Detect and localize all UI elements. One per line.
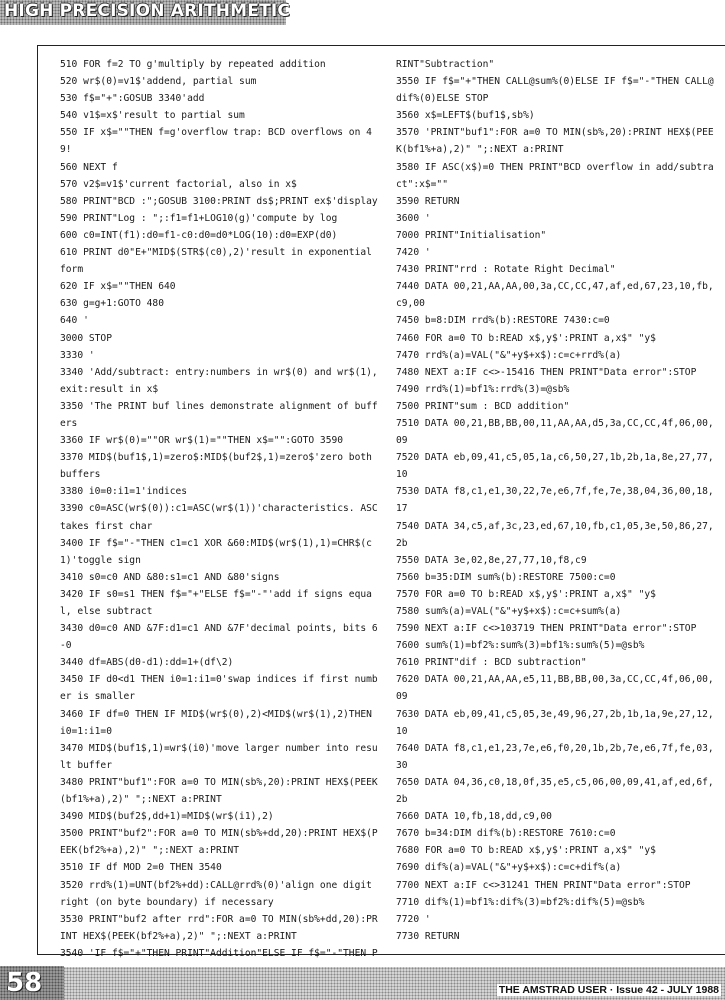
listing-column-right	[396, 56, 718, 945]
code-line: 7650 DATA 04,36,c0,18,0f,35,e5,c5,06,00,09,41,af,ed,6f,2b	[396, 776, 714, 806]
code-line: 3330 '	[60, 349, 95, 361]
code-line: 530 f$="+":GOSUB 3340'add	[60, 93, 205, 105]
code-line: 7630 DATA eb,09,41,c5,05,3e,49,96,27,2b,1b,1a,9e,27,12,10	[396, 708, 714, 737]
code-line: 7540 DATA 34,c5,af,3c,23,ed,67,10,fb,c1,05,3e,50,86,27,2b	[396, 520, 714, 549]
code-line: 3580 IF ASC(x$)=0 THEN PRINT"BCD overflow in add/subtract":x$=""	[396, 161, 714, 190]
code-line: 7450 b=8:DIM rrd%(b):RESTORE 7430:c=0	[396, 315, 610, 327]
code-line: 3390 c0=ASC(wr$(0)):c1=ASC(wr$(1))'characteristics. ASC takes first char	[60, 503, 384, 532]
code-line: 7000 PRINT"Initialisation"	[396, 229, 547, 241]
listing-column-left	[60, 56, 382, 962]
code-line: 510 FOR f=2 TO g'multiply by repeated addition	[60, 59, 326, 70]
code-line: 3500 PRINT"buf2":FOR a=0 TO MIN(sb%+dd,20):PRINT HEX$(PEEK(bf2%+a),2)" ";:NEXT a:PRINT	[60, 828, 378, 857]
code-line: 7520 DATA eb,09,41,c5,05,1a,c6,50,27,1b,2b,1a,8e,27,77,10	[396, 452, 714, 481]
code-line: 610 PRINT d0"E+"MID$(STR$(c0),2)'result in exponential form	[60, 247, 378, 276]
code-line: 7500 PRINT"sum : BCD addition"	[396, 400, 570, 412]
code-line: 3000 STOP	[60, 332, 112, 344]
code-line: 620 IF x$=""THEN 640	[60, 281, 176, 293]
code-line: 3510 IF df MOD 2=0 THEN 3540	[60, 862, 222, 874]
code-line: 540 v1$=x$'result to partial sum	[60, 110, 245, 122]
code-line: 3340 'Add/subtract: entry:numbers in wr$(0) and wr$(1), exit:result in x$	[60, 366, 384, 395]
code-line: 7660 DATA 10,fb,18,dd,c9,00	[396, 811, 552, 823]
code-line: 7720 '	[396, 913, 431, 925]
code-line: 7420 '	[396, 247, 431, 259]
code-line: 550 IF x$=""THEN f=g'overflow trap: BCD overflows on 49!	[60, 127, 372, 156]
code-line: 520 wr$(0)=v1$'addend, partial sum	[60, 76, 257, 88]
code-line: 3380 i0=0:i1=1'indices	[60, 486, 188, 498]
code-line: 3350 'The PRINT buf lines demonstrate alignment of buffers	[60, 400, 378, 429]
code-line: 7530 DATA f8,c1,e1,30,22,7e,e6,7f,fe,7e,38,04,36,00,18,17	[396, 486, 714, 515]
code-line: 3480 PRINT"buf1":FOR a=0 TO MIN(sb%,20):PRINT HEX$(PEEK(bf1%+a),2)" ";:NEXT a:PRINT	[60, 776, 378, 806]
code-line: 7700 NEXT a:IF c<>31241 THEN PRINT"Data error":STOP	[396, 879, 691, 891]
code-line: 7490 rrd%(1)=bf1%:rrd%(3)=@sb%	[396, 383, 570, 395]
code-line: 3570 'PRINT"buf1":FOR a=0 TO MIN(sb%,20):PRINT HEX$(PEEK(bf1%+a),2)" ";:NEXT a:PRINT	[396, 127, 714, 156]
code-line: 3440 df=ABS(d0-d1):dd=1+(df\2)	[60, 657, 234, 669]
page-number-box	[0, 966, 64, 1000]
code-line: 3460 IF df=0 THEN IF MID$(wr$(0),2)<MID$(wr$(1),2)THEN i0=1:i1=0	[60, 708, 378, 737]
header-banner	[0, 0, 291, 25]
code-line: 3560 x$=LEFT$(buf1$,sb%)	[396, 110, 535, 122]
listing-frame	[37, 45, 725, 959]
code-line: 3370 MID$(buf1$,1)=zero$:MID$(buf2$,1)=zero$'zero both buffers	[60, 452, 378, 481]
code-line: 3420 IF s0=s1 THEN f$="+"ELSE f$="-"'add if signs equal, else subtract	[60, 588, 372, 617]
code-line: 590 PRINT"Log : ";:f1=f1+LOG10(g)'compute by log	[60, 212, 338, 224]
code-line: 7610 PRINT"dif : BCD subtraction"	[396, 657, 587, 669]
code-line: 7470 rrd%(a)=VAL("&"+y$+x$):c=c+rrd%(a)	[396, 349, 622, 361]
code-line: 3400 IF f$="-"THEN c1=c1 XOR &60:MID$(wr$(1),1)=CHR$(c1)'toggle sign	[60, 537, 372, 566]
code-line: 7680 FOR a=0 TO b:READ x$,y$':PRINT a,x$" "y$	[396, 845, 656, 857]
code-line: 3450 IF d0<d1 THEN i0=1:i1=0'swap indices if first number is smaller	[60, 674, 378, 703]
code-line: 7590 NEXT a:IF c<>103719 THEN PRINT"Data error":STOP	[396, 623, 697, 635]
code-line: 7730 RETURN	[396, 930, 460, 942]
code-line: 3590 RETURN	[396, 195, 460, 207]
code-line: 3520 rrd%(1)=UNT(bf2%+dd):CALL@rrd%(0)'align one digit right (on byte boundary) if necessary	[60, 879, 378, 908]
code-line: 570 v2$=v1$'current factorial, also in x$	[60, 178, 297, 190]
code-line: 600 c0=INT(f1):d0=f1-c0:d0=d0*LOG(10):d0=EXP(d0)	[60, 229, 338, 241]
code-line: 7430 PRINT"rrd : Rotate Right Decimal"	[396, 264, 616, 276]
code-line: 7710 dif%(1)=bf1%:dif%(3)=bf2%:dif%(5)=@sb%	[396, 896, 645, 908]
code-line: 7550 DATA 3e,02,8e,27,77,10,f8,c9	[396, 554, 587, 566]
code-line: 7690 dif%(a)=VAL("&"+y$+x$):c=c+dif%(a)	[396, 862, 622, 874]
code-line: 7580 sum%(a)=VAL("&"+y$+x$):c=c+sum%(a)	[396, 606, 622, 617]
code-line: 3490 MID$(buf2$,dd+1)=MID$(wr$(i1),2)	[60, 811, 274, 823]
code-line: 3540 'IF f$="+"THEN PRINT"Addition"ELSE IF f$="-"THEN P	[60, 947, 378, 959]
page-title: HIGH PRECISION ARITHMETIC	[4, 1, 291, 21]
code-line: 7440 DATA 00,21,AA,AA,00,3a,CC,CC,47,af,ed,67,23,10,fb,c9,00	[396, 281, 714, 310]
code-line: 7670 b=34:DIM dif%(b):RESTORE 7610:c=0	[396, 828, 616, 840]
code-line: 7510 DATA 00,21,BB,BB,00,11,AA,AA,d5,3a,CC,CC,4f,06,00,09	[396, 417, 714, 447]
code-line: 3410 s0=c0 AND &80:s1=c1 AND &80'signs	[60, 571, 280, 583]
code-line: 630 g=g+1:GOTO 480	[60, 298, 164, 310]
code-line: 3360 IF wr$(0)=""OR wr$(1)=""THEN x$="":GOTO 3590	[60, 435, 344, 447]
code-line: 3530 PRINT"buf2 after rrd":FOR a=0 TO MIN(sb%+dd,20):PRINT HEX$(PEEK(bf2%+a),2)" ";:NEXT a:PRINT	[60, 913, 378, 942]
code-line: 7460 FOR a=0 TO b:READ x$,y$':PRINT a,x$" "y$	[396, 332, 656, 344]
code-line: 7600 sum%(1)=bf2%:sum%(3)=bf1%:sum%(5)=@sb%	[396, 640, 645, 652]
publication-credit: THE AMSTRAD USER · Issue 42 - JULY 1988	[498, 984, 719, 996]
code-line: 3550 IF f$="+"THEN CALL@sum%(0)ELSE IF f$="-"THEN CALL@dif%(0)ELSE STOP	[396, 76, 714, 105]
code-line: 3470 MID$(buf1$,1)=wr$(i0)'move larger number into result buffer	[60, 742, 378, 771]
code-line: 7570 FOR a=0 TO b:READ x$,y$':PRINT a,x$" "y$	[396, 588, 656, 600]
page-number: 58	[6, 968, 43, 998]
code-line: 7640 DATA f8,c1,e1,23,7e,e6,f0,20,1b,2b,7e,e6,7f,fe,03,30	[396, 742, 714, 771]
code-line: 3430 d0=c0 AND &7F:d1=c1 AND &7F'decimal points, bits 6-0	[60, 623, 378, 652]
code-line: 580 PRINT"BCD :";GOSUB 3100:PRINT ds$;PRINT ex$'display	[60, 195, 378, 207]
code-line: 3600 '	[396, 212, 431, 224]
code-line: RINT"Subtraction"	[396, 59, 495, 70]
code-line: 7560 b=35:DIM sum%(b):RESTORE 7500:c=0	[396, 571, 616, 583]
code-line: 7620 DATA 00,21,AA,AA,e5,11,BB,BB,00,3a,CC,CC,4f,06,00,09	[396, 674, 714, 703]
code-line: 560 NEXT f	[60, 161, 118, 173]
code-line: 7480 NEXT a:IF c<>-15416 THEN PRINT"Data error":STOP	[396, 366, 697, 378]
code-line: 640 '	[60, 315, 89, 327]
